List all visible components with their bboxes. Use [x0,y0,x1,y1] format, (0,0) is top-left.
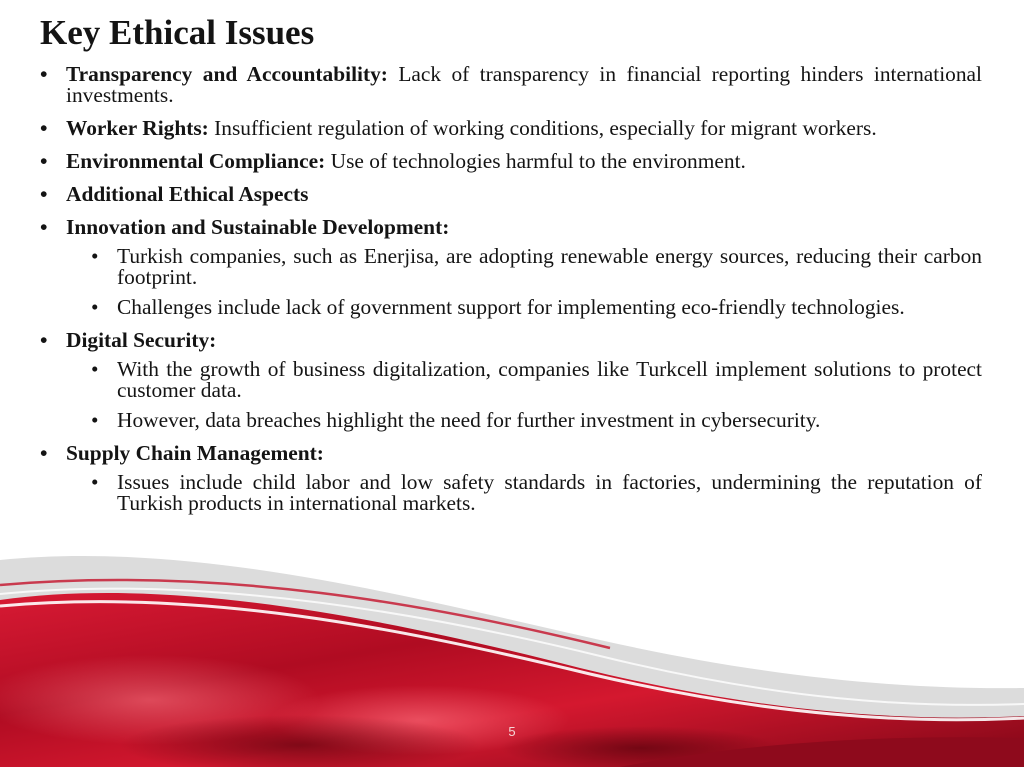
bullet-label: Supply Chain Management: [66,441,324,465]
bullet-label: Worker Rights: [66,116,209,140]
bullet-item [40,184,982,205]
bullet-dot-icon: • [40,215,48,239]
bullet-dot-icon: • [91,357,99,381]
sub-bullet-item [91,246,982,288]
bullet-item [40,217,982,318]
bullet-dot-icon: • [91,408,99,432]
bullet-list [40,64,982,514]
bullet-dot-icon: • [40,441,48,465]
bullet-label: Additional Ethical Aspects [66,182,309,206]
bullet-dot-icon: • [40,328,48,352]
sub-bullet-text: Issues include child labor and low safety standards in factories, undermining the reputation of Turkish products in international markets. [117,470,982,515]
bullet-label: Innovation and Sustainable Development: [66,215,450,239]
bullet-dot-icon: • [40,149,48,173]
sub-bullet-text: However, data breaches highlight the need for further investment in cybersecurity. [117,408,821,432]
slide-title: Key Ethical Issues [40,13,315,52]
sub-bullet-list [66,246,982,318]
sub-bullet-list [66,359,982,431]
bullet-text: Insufficient regulation of working conditions, especially for migrant workers. [208,116,877,140]
sub-bullet-text: Challenges include lack of government support for implementing eco-friendly technologies. [117,295,905,319]
sub-bullet-item [91,359,982,401]
sub-bullet-item [91,297,982,318]
bullet-dot-icon: • [40,182,48,206]
bullet-item [40,151,982,172]
page-number: 5 [508,724,516,739]
bullet-item [40,443,982,514]
sub-bullet-list [66,472,982,514]
bullet-item [40,330,982,431]
bullet-item [40,64,982,106]
bullet-dot-icon: • [40,62,48,86]
sub-bullet-text: With the growth of business digitalization, companies like Turkcell implement solutions to protect customer data. [117,357,982,402]
slide-content [40,12,982,526]
bullet-dot-icon: • [91,295,99,319]
bullet-label: Digital Security: [66,328,217,352]
bullet-dot-icon: • [91,470,99,494]
bullet-item [40,118,982,139]
bullet-text: Lack of transparency in financial reporting hinders international investments. [66,62,982,107]
sub-bullet-item [91,472,982,514]
sub-bullet-text: Turkish companies, such as Enerjisa, are adopting renewable energy sources, reducing their carbon footprint. [117,244,982,289]
bullet-label: Transparency and Accountability: [66,62,388,86]
bullet-dot-icon: • [91,244,99,268]
bullet-dot-icon: • [40,116,48,140]
bullet-label: Environmental Compliance: [66,149,326,173]
bullet-text: Use of technologies harmful to the environment. [325,149,746,173]
sub-bullet-item [91,410,982,431]
